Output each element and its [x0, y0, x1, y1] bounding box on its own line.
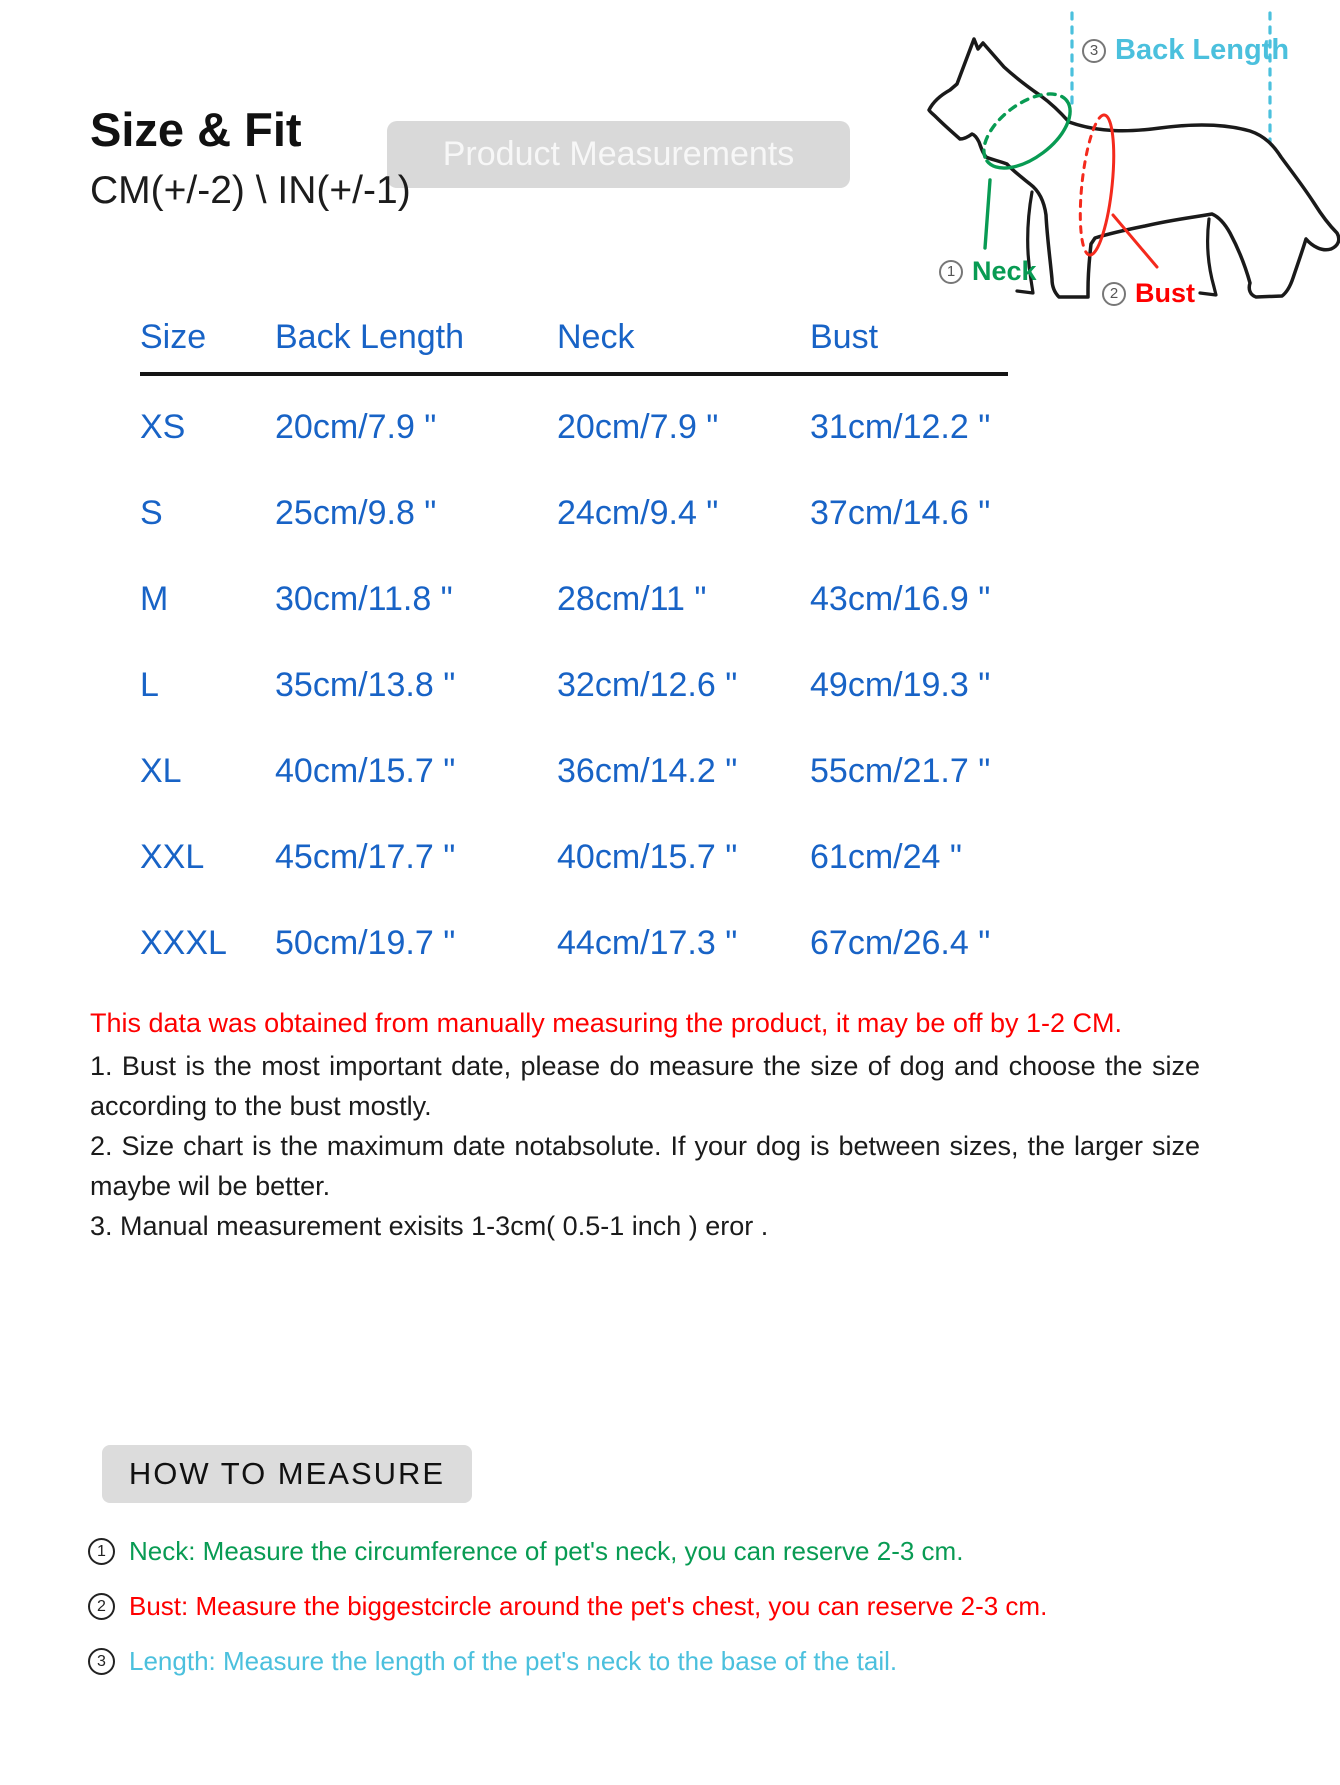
cell-bust: 49cm/19.3 " — [810, 666, 991, 704]
cell-back-length: 40cm/15.7 " — [275, 752, 456, 790]
cell-size: XL — [140, 752, 182, 790]
column-header-neck: Neck — [557, 318, 635, 356]
measurement-warning: This data was obtained from manually measuring the product, it may be off by 1-2 CM. — [90, 1008, 1122, 1038]
note-2: 2. Size chart is the maximum date notabsolute. If your dog is between sizes, the larger size maybe wil be better. — [90, 1131, 1200, 1201]
circled-3-icon: 3 — [88, 1648, 115, 1675]
cell-neck: 28cm/11 " — [557, 580, 707, 618]
cell-bust: 43cm/16.9 " — [810, 580, 991, 618]
bust-label-text: Bust — [1135, 278, 1195, 308]
table-divider — [140, 372, 1008, 376]
cell-bust: 61cm/24 " — [810, 838, 962, 876]
notes-block — [90, 1046, 1200, 1246]
cell-neck: 20cm/7.9 " — [557, 408, 719, 446]
measure-step-neck — [88, 1536, 963, 1567]
table-header-row — [140, 318, 1020, 358]
table-row-m — [140, 580, 1020, 620]
table-row-xxl — [140, 838, 1020, 878]
page-title: Size & Fit — [90, 103, 302, 156]
table-row-s — [140, 494, 1020, 534]
cell-neck: 24cm/9.4 " — [557, 494, 719, 532]
back-length-label-text: Back Length — [1115, 34, 1290, 66]
cell-neck: 44cm/17.3 " — [557, 924, 738, 962]
cell-neck: 36cm/14.2 " — [557, 752, 738, 790]
circled-3-icon: 3 — [1082, 39, 1106, 63]
dog-measurement-diagram — [800, 0, 1340, 312]
measure-step-bust — [88, 1591, 1047, 1622]
column-header-bust: Bust — [810, 318, 879, 356]
cell-size: XXXL — [140, 924, 227, 962]
measure-step-neck-text: Neck: Measure the circumference of pet's neck, you can reserve 2-3 cm. — [129, 1536, 964, 1566]
cell-back-length: 30cm/11.8 " — [275, 580, 453, 618]
cell-size: S — [140, 494, 163, 532]
neck-label-text: Neck — [972, 256, 1037, 286]
table-row-xs — [140, 408, 1020, 448]
circled-1-icon: 1 — [88, 1538, 115, 1565]
back-length-label — [1082, 34, 1289, 67]
table-row-xl — [140, 752, 1020, 792]
cell-back-length: 35cm/13.8 " — [275, 666, 456, 704]
cell-bust: 67cm/26.4 " — [810, 924, 991, 962]
circled-2-icon: 2 — [1102, 282, 1126, 306]
table-row-xxxl — [140, 924, 1020, 964]
cell-neck: 32cm/12.6 " — [557, 666, 738, 704]
cell-size: XXL — [140, 838, 205, 876]
how-to-measure-title: HOW TO MEASURE — [128, 1456, 446, 1491]
tolerance-note: CM(+/-2) \ IN(+/-1) — [90, 169, 411, 212]
bust-label — [1102, 278, 1195, 309]
cell-back-length: 45cm/17.7 " — [275, 838, 456, 876]
note-1: 1. Bust is the most important date, please do measure the size of dog and choose the size according to the bust mostly. — [90, 1051, 1200, 1121]
cell-bust: 31cm/12.2 " — [810, 408, 991, 446]
measure-step-length — [88, 1646, 897, 1677]
cell-bust: 37cm/14.6 " — [810, 494, 991, 532]
cell-back-length: 20cm/7.9 " — [275, 408, 437, 446]
note-3: 3. Manual measurement exisits 1-3cm( 0.5-1 inch ) eror . — [90, 1211, 769, 1241]
cell-neck: 40cm/15.7 " — [557, 838, 738, 876]
measure-step-bust-text: Bust: Measure the biggestcircle around the pet's chest, you can reserve 2-3 cm. — [129, 1591, 1048, 1621]
neck-pointer-line — [985, 180, 990, 248]
table-row-l — [140, 666, 1020, 706]
cell-back-length: 50cm/19.7 " — [275, 924, 456, 962]
column-header-size: Size — [140, 318, 207, 356]
product-measurements-badge — [387, 121, 850, 188]
cell-size: XS — [140, 408, 186, 446]
column-header-back-length: Back Length — [275, 318, 465, 356]
how-to-measure-heading — [102, 1445, 472, 1503]
badge-label: Product Measurements — [442, 135, 795, 173]
cell-back-length: 25cm/9.8 " — [275, 494, 437, 532]
measure-step-length-text: Length: Measure the length of the pet's neck to the base of the tail. — [129, 1646, 898, 1676]
dog-far-rear-leg — [1200, 219, 1216, 295]
size-table — [140, 318, 1020, 978]
circled-1-icon: 1 — [939, 260, 963, 284]
cell-size: L — [140, 666, 159, 704]
circled-2-icon: 2 — [88, 1593, 115, 1620]
neck-label — [939, 256, 1037, 287]
cell-size: M — [140, 580, 169, 618]
cell-bust: 55cm/21.7 " — [810, 752, 991, 790]
